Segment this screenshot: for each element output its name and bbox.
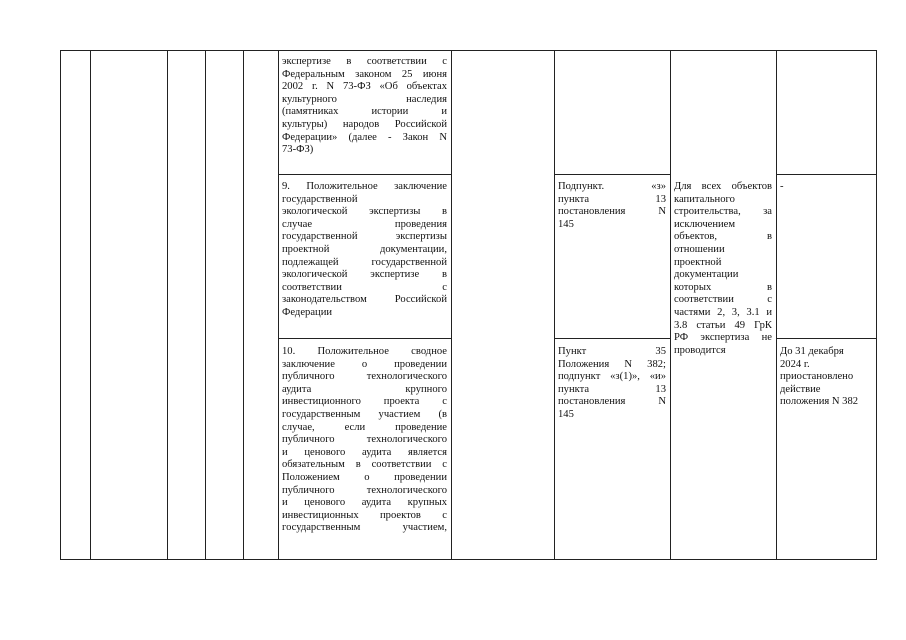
text-line: заключение о проведении [282, 358, 447, 370]
text-line: публичного технологического [282, 484, 447, 496]
text-line: 73-ФЗ) [282, 144, 314, 156]
text-line: Положением о проведении [282, 471, 447, 483]
row-divider-2 [554, 338, 670, 339]
row-divider-1 [278, 174, 451, 175]
text-line: обязательным в соответствии с [282, 459, 447, 471]
text-line: проектной документации, [282, 243, 447, 255]
text-line: 9. Положительное заключение [282, 181, 447, 192]
table-top-border [60, 50, 877, 51]
text-line: 145 [558, 218, 574, 230]
text-line: государственной экспертизы [282, 231, 447, 243]
text-line: проводится [674, 344, 726, 356]
basis-cell-row-2 [558, 181, 666, 231]
column-border [167, 50, 168, 560]
column-border [278, 50, 279, 560]
text-line: постановления N [558, 206, 666, 218]
text-line: государственным участием, [282, 522, 447, 534]
note-cell-row-3 [780, 346, 872, 409]
text-line: 10. Положительное сводное [282, 346, 447, 357]
basis-cell-row-3 [558, 346, 666, 422]
text-line: исключением [674, 218, 736, 230]
text-line: соответствии с [674, 294, 772, 306]
text-line: публичного технологического [282, 371, 447, 383]
text-line: частями 2, 3, 3.1 и [674, 306, 772, 318]
text-line: инвестиционных проектов с [282, 509, 447, 521]
text-line: публичного технологического [282, 434, 447, 446]
text-line: 2002 г. N 73-ФЗ «Об объектах [282, 81, 447, 93]
text-line: пункта 13 [558, 383, 666, 395]
text-line: и ценового аудита крупных [282, 497, 447, 509]
text-line: капитального [674, 193, 735, 205]
text-line: До 31 декабря [780, 346, 844, 357]
text-line: 2024 г. [780, 358, 810, 370]
text-line: Федерации» (далее - Закон N [282, 131, 447, 143]
text-line: соответствии с [282, 281, 447, 293]
table-bottom-border [60, 559, 877, 560]
row-divider-1 [776, 174, 877, 175]
text-line: Подпункт. «з» [558, 181, 666, 192]
applicability-cell [674, 181, 772, 357]
text-line: РФ экспертиза не [674, 332, 772, 344]
requirement-cell-row-3 [282, 346, 447, 535]
text-line: строительства, за [674, 206, 772, 218]
text-line: пункта 13 [558, 193, 666, 205]
text-line: инвестиционного проекта с [282, 396, 447, 408]
text-line: Пункт 35 [558, 346, 666, 357]
text-line: постановления N [558, 396, 666, 408]
text-line: объектов, в [674, 231, 772, 243]
text-line: экспертизе в соответствии с [282, 56, 447, 67]
requirement-cell-row-1 [282, 56, 447, 157]
text-line: культуры) народов Российской [282, 118, 447, 130]
text-line: культурного наследия [282, 93, 447, 105]
dash-text: - [780, 181, 784, 192]
text-line: (памятниках истории и [282, 106, 447, 118]
column-border [554, 50, 555, 560]
text-line: подпункт «з(1)», «и» [558, 371, 666, 383]
text-line: отношении [674, 243, 725, 255]
text-line: Для всех объектов [674, 181, 772, 192]
column-border [876, 50, 877, 560]
text-line: государственным участием (в [282, 408, 447, 420]
column-border [90, 50, 91, 560]
column-border [670, 50, 671, 560]
text-line: случае, если проведение [282, 421, 447, 433]
text-line: случае проведения [282, 218, 447, 230]
note-cell-row-2 [780, 181, 872, 194]
text-line: и ценового аудита является [282, 446, 447, 458]
text-line: 145 [558, 408, 574, 420]
text-line: приостановлено [780, 371, 854, 383]
text-line: Федерации [282, 306, 333, 318]
text-line: 3.8 статьи 49 ГрК [674, 319, 772, 331]
column-border [243, 50, 244, 560]
text-line: Положения N 382; [558, 358, 666, 370]
text-line: Федеральным законом 25 июня [282, 68, 447, 80]
text-line: документации [674, 269, 739, 281]
column-border [776, 50, 777, 560]
text-line: экологической экспертизы в [282, 206, 447, 218]
text-line: положения N 382 [780, 396, 859, 408]
text-line: государственной [282, 193, 358, 205]
column-border [451, 50, 452, 560]
column-border [205, 50, 206, 560]
column-border [60, 50, 61, 560]
text-line: экологической экспертизе в [282, 269, 447, 281]
row-divider-2 [278, 338, 451, 339]
text-line: подлежащей государственной [282, 256, 447, 268]
text-line: которых в [674, 281, 772, 293]
text-line: действие [780, 383, 821, 395]
text-line: проектной [674, 256, 722, 268]
row-divider-1 [554, 174, 670, 175]
text-line: законодательством Российской [282, 294, 447, 306]
row-divider-2 [776, 338, 877, 339]
text-line: аудита крупного [282, 383, 447, 395]
requirement-cell-row-2 [282, 181, 447, 320]
